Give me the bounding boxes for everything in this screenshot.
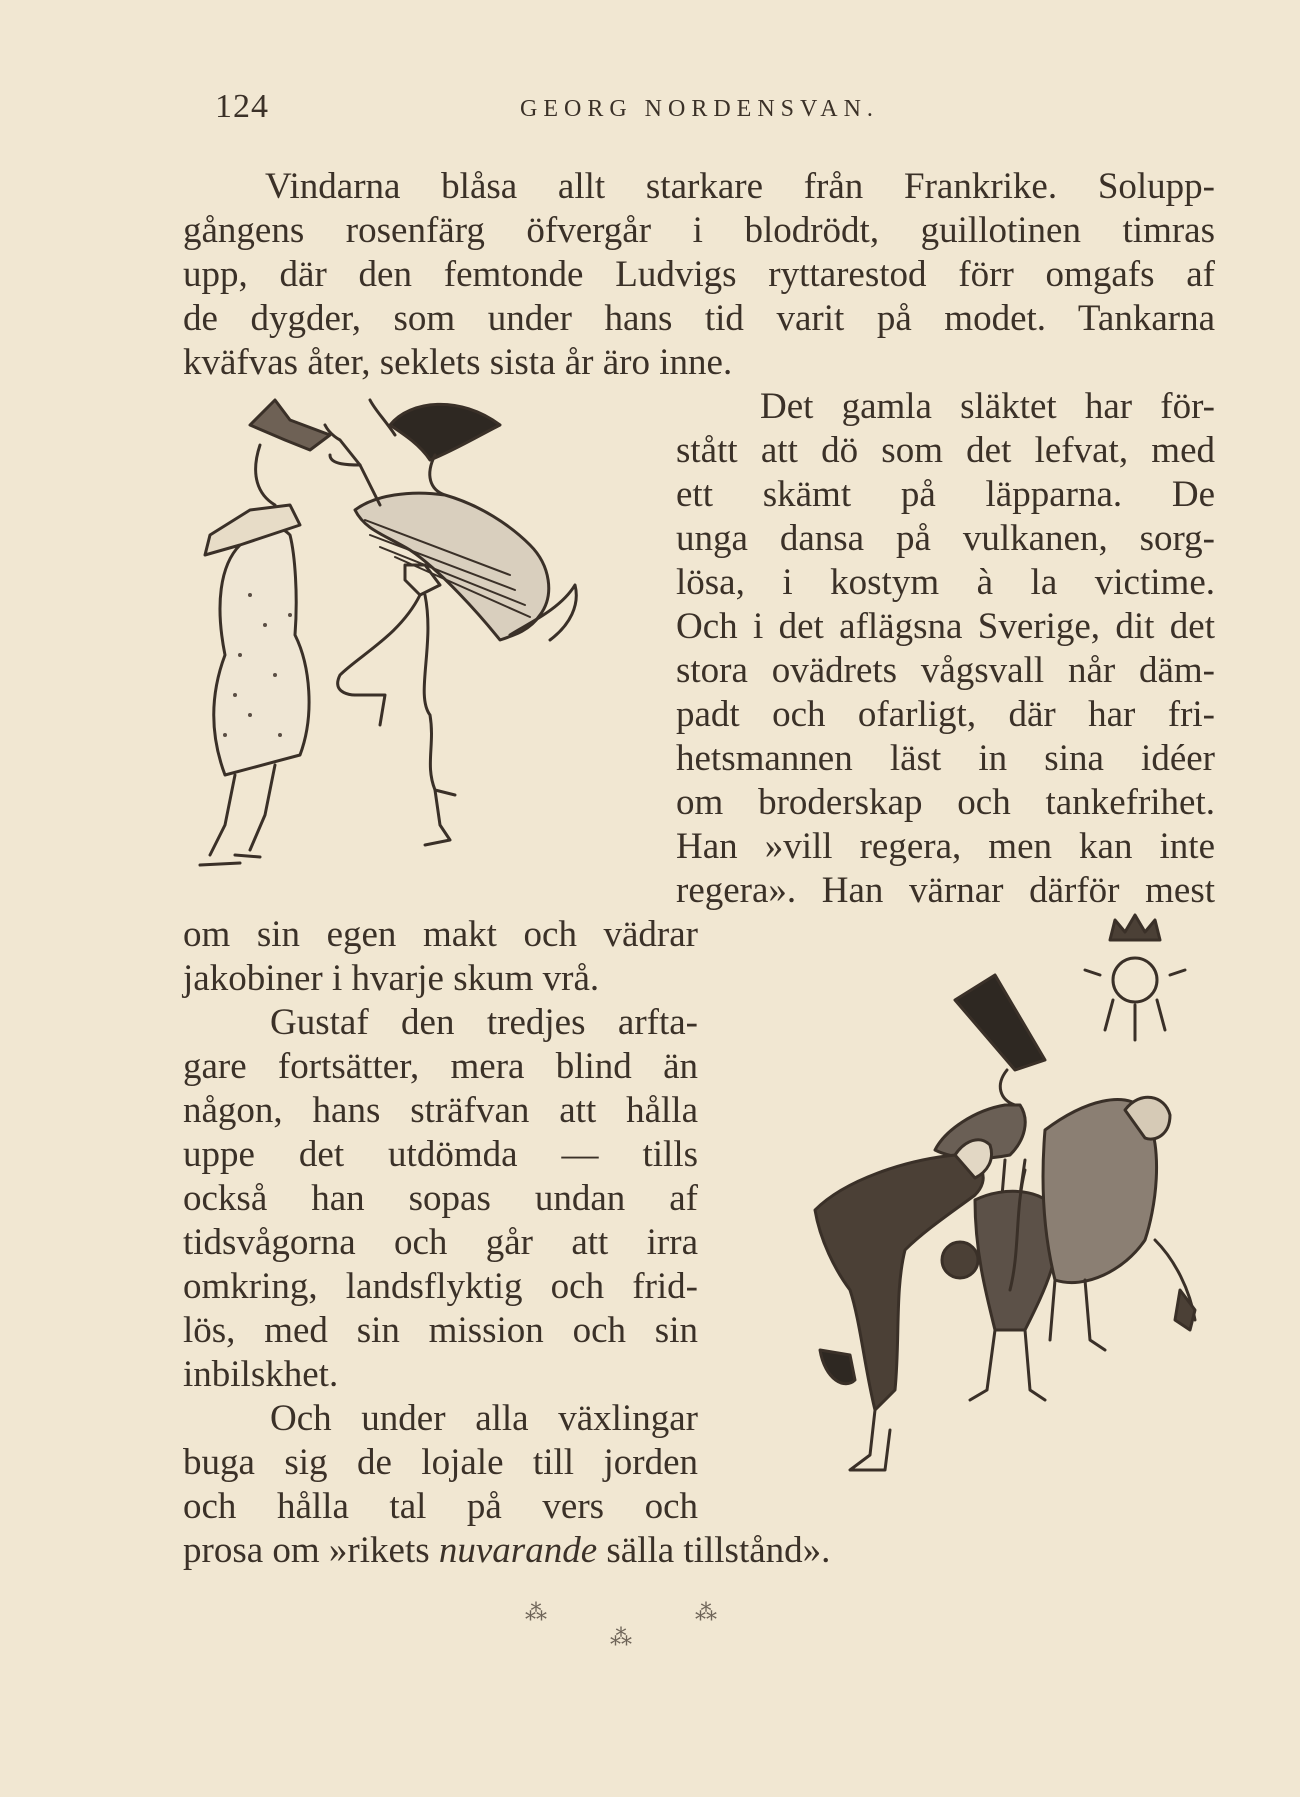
text-line: kväfvas åter, seklets sista år äro inne. xyxy=(183,342,733,383)
text-line: inbilskhet. xyxy=(183,1354,339,1395)
text-line: hetsmannen läst in sina idéer xyxy=(676,738,1215,779)
bowing-courtiers-illustration xyxy=(725,910,1220,1510)
italic-word: nuvarande xyxy=(438,1530,598,1571)
text-line: någon, hans sträfvan att hålla xyxy=(183,1090,698,1131)
text-line: Det gamla släktet har för- xyxy=(760,386,1215,427)
text-line: om broderskap och tankefrihet. xyxy=(676,782,1215,823)
ornament-star: ⁂ xyxy=(525,1600,547,1625)
text-line: gångens rosenfärg öfvergår i blodrödt, guillotinen timras xyxy=(183,210,1215,251)
text-line: lösa, i kostym à la victime. xyxy=(676,562,1215,603)
text-line: uppe det utdömda — tills xyxy=(183,1134,698,1175)
text-line: regera». Han värnar därför mest xyxy=(676,870,1215,911)
text-line xyxy=(183,1529,830,1573)
text-line: de dygder, som under hans tid varit på modet. Tankarna xyxy=(183,298,1215,339)
text-line: jakobiner i hvarje skum vrå. xyxy=(183,958,600,999)
running-title: GEORG NORDENSVAN. xyxy=(520,96,879,122)
text-run: sälla tillstånd». xyxy=(597,1530,831,1571)
text-line: Vindarna blåsa allt starkare från Frankrike. Solupp- xyxy=(265,166,1215,207)
text-run: prosa om »rikets xyxy=(183,1530,439,1571)
text-line: ett skämt på läpparna. De xyxy=(676,474,1215,515)
text-line: lös, med sin mission och sin xyxy=(183,1310,698,1351)
text-line: gare fortsätter, mera blind än xyxy=(183,1046,698,1087)
text-line: unga dansa på vulkanen, sorg- xyxy=(676,518,1215,559)
page-number: 124 xyxy=(215,88,269,125)
text-line: stått att dö som det lefvat, med xyxy=(676,430,1215,471)
text-line: om sin egen makt och vädrar xyxy=(183,914,698,955)
text-line: buga sig de lojale till jorden xyxy=(183,1442,698,1483)
text-line: padt och ofarligt, där har fri- xyxy=(676,694,1215,735)
text-line: omkring, landsflyktig och frid- xyxy=(183,1266,698,1307)
text-line: också han sopas undan af xyxy=(183,1178,698,1219)
text-line: stora ovädrets vågsvall når däm- xyxy=(676,650,1215,691)
ornament-star: ⁂ xyxy=(695,1600,717,1625)
text-line: Gustaf den tredjes arfta- xyxy=(270,1002,698,1043)
text-line: tidsvågorna och går att irra xyxy=(183,1222,698,1263)
text-line: Och i det aflägsna Sverige, dit det xyxy=(676,606,1215,647)
text-line: Han »vill regera, men kan inte xyxy=(676,826,1215,867)
text-line: upp, där den femtonde Ludvigs ryttarestod förr omgafs af xyxy=(183,254,1215,295)
text-line: Och under alla växlingar xyxy=(270,1398,698,1439)
text-line: och hålla tal på vers och xyxy=(183,1486,698,1527)
ornament-star: ⁂ xyxy=(610,1625,632,1650)
dancing-couple-illustration xyxy=(180,395,675,895)
